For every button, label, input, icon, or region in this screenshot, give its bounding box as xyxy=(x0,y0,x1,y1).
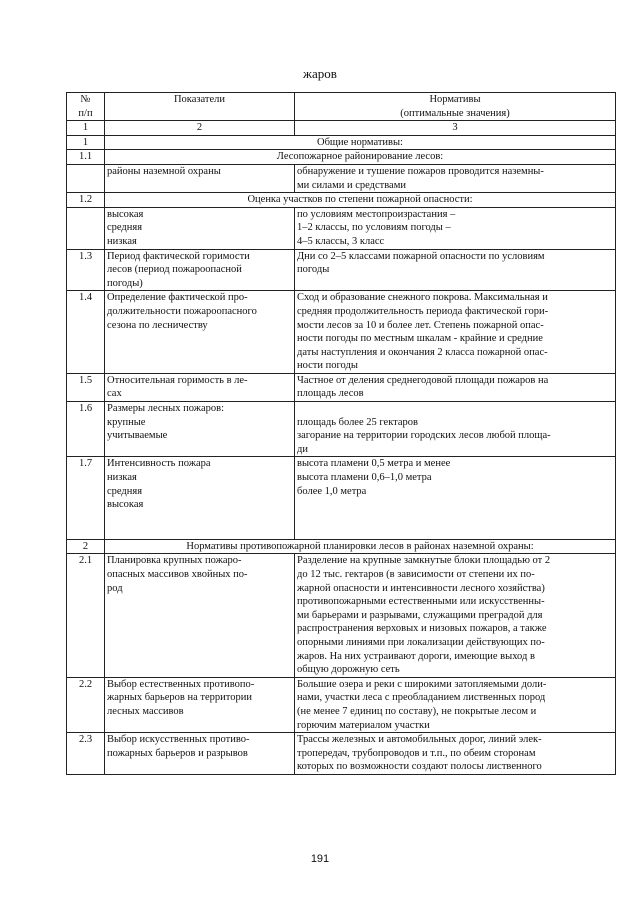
table-row xyxy=(67,291,616,374)
norm-line: ми барьерами и разрывами, служащими преградой для xyxy=(297,609,543,621)
column-number: 1 xyxy=(67,121,105,136)
indicator-line: низкая xyxy=(107,472,137,484)
indicator-line: средняя xyxy=(107,485,143,497)
norm-line: загорание на территории городских лесов любой площа- xyxy=(297,430,551,442)
row-number: 1.6 xyxy=(67,402,105,457)
indicator-line: районы наземной охраны xyxy=(107,165,221,177)
table-row xyxy=(67,164,616,192)
norm-line: Частное от деления среднегодовой площади пожаров на xyxy=(297,374,549,386)
norm-line: высота пламени 0,6–1,0 метра xyxy=(297,472,432,484)
row-number: 1.4 xyxy=(67,291,105,374)
indicator-line: высокая xyxy=(107,208,144,220)
norm-line: горючим материалом участки xyxy=(297,719,430,731)
indicator-line: пожарных барьеров и разрывов xyxy=(107,747,248,759)
norm-line: жарной опасности и интенсивности лесного хозяйства) xyxy=(297,582,545,594)
indicator-cell xyxy=(105,373,295,401)
spacer-cell xyxy=(67,512,105,540)
indicator-cell xyxy=(105,164,295,192)
indicator-cell xyxy=(105,207,295,249)
section-row xyxy=(67,193,616,208)
indicator-line: Период фактической горимости xyxy=(107,250,250,262)
header-num-line: п/п xyxy=(78,107,93,119)
norm-cell xyxy=(295,164,616,192)
indicator-cell xyxy=(105,554,295,677)
norm-line: даты наступления и окончания 2 класса пожарной опас- xyxy=(297,346,548,358)
indicator-line: лесных массивов xyxy=(107,705,184,717)
table-body xyxy=(67,135,616,774)
norm-line: мости лесов за 10 и более лет. Степень пожарной опас- xyxy=(297,319,544,331)
row-number: 1.7 xyxy=(67,457,105,512)
norm-line: погоды xyxy=(297,264,330,276)
table-header-row xyxy=(67,93,616,121)
indicator-line: учитываемые xyxy=(107,430,168,442)
indicator-cell xyxy=(105,402,295,457)
indicator-line: сах xyxy=(107,388,122,400)
page-title: жаров xyxy=(303,66,337,81)
norm-line: 1–2 классы, по условиям погоды – xyxy=(297,222,451,234)
norm-cell xyxy=(295,207,616,249)
indicator-cell xyxy=(105,249,295,291)
norm-line: (не менее 7 единиц по составу), не покрытые лесом и xyxy=(297,705,537,717)
page-number: 191 xyxy=(310,853,330,865)
indicator-line: Планировка крупных пожаро- xyxy=(107,555,242,567)
spacer-cell xyxy=(295,512,616,540)
indicator-cell xyxy=(105,291,295,374)
indicator-line: род xyxy=(107,582,123,594)
norm-line: Разделение на крупные замкнутые блоки площадью от 2 xyxy=(297,555,551,567)
column-number: 3 xyxy=(295,121,616,136)
header-norms-line: (оптимальные значения) xyxy=(400,107,510,119)
indicator-line: опасных массивов хвойных по- xyxy=(107,569,248,580)
section-row xyxy=(67,150,616,165)
norm-line: площадь более 25 гектаров xyxy=(297,416,419,428)
indicator-line: Размеры лесных пожаров: xyxy=(107,403,225,415)
indicator-line: низкая xyxy=(107,235,137,247)
norm-cell xyxy=(295,249,616,291)
norm-line: тропередач, трубопроводов и т.п., по обеим сторонам xyxy=(297,747,536,759)
norm-line: более 1,0 метра xyxy=(297,485,367,497)
norms-table xyxy=(66,92,616,775)
norm-line: ности погоды xyxy=(297,360,358,372)
norm-line: высота пламени 0,5 метра и менее xyxy=(297,458,451,470)
indicator-line: крупные xyxy=(107,416,146,428)
table-row xyxy=(67,373,616,401)
indicator-line: высокая xyxy=(107,499,144,511)
norm-line: средняя продолжительность периода фактической гори- xyxy=(297,305,549,317)
row-number: 2.3 xyxy=(67,733,105,775)
header-num xyxy=(67,93,105,121)
norm-line: жаров. На них устраивают дороги, имеющие выход в xyxy=(297,650,535,662)
indicator-line: средняя xyxy=(107,222,143,234)
header-norms xyxy=(295,93,616,121)
table-row xyxy=(67,402,616,457)
indicator-line: лесов (период пожароопасной xyxy=(107,264,242,276)
row-number: 1 xyxy=(67,135,105,150)
section-title: Общие нормативы: xyxy=(105,135,616,150)
spacer-cell xyxy=(105,512,295,540)
indicator-line: Выбор искусственных противо- xyxy=(107,734,250,746)
norm-line: 4–5 классы, 3 класс xyxy=(297,235,385,247)
norm-cell xyxy=(295,457,616,512)
row-number xyxy=(67,207,105,249)
spacer-row xyxy=(67,512,616,540)
norm-line xyxy=(297,402,613,416)
indicator-line: Интенсивность пожара xyxy=(107,458,211,470)
norm-cell xyxy=(295,291,616,374)
norm-cell xyxy=(295,677,616,732)
row-number: 1.3 xyxy=(67,249,105,291)
header-indicators: Показатели xyxy=(105,93,295,121)
norm-line: Большие озера и реки с широкими затопляемыми доли- xyxy=(297,678,547,690)
table-row xyxy=(67,249,616,291)
table-row xyxy=(67,207,616,249)
norm-line: Дни со 2–5 классами пожарной опасности по условиям xyxy=(297,250,545,262)
norm-line: по условиям местопроизрастания – xyxy=(297,208,456,220)
row-number: 2.1 xyxy=(67,554,105,677)
column-number: 2 xyxy=(105,121,295,136)
norm-line: Трассы железных и автомобильных дорог, линий элек- xyxy=(297,734,542,746)
indicator-line: жарных барьеров на территории xyxy=(107,692,252,704)
norm-line: распространения верховых и низовых пожаров, а также xyxy=(297,623,547,635)
norm-line: обнаружение и тушение пожаров проводится наземны- xyxy=(297,165,544,177)
norm-line: Сход и образование снежного покрова. Максимальная и xyxy=(297,292,548,304)
table-row xyxy=(67,457,616,512)
norm-line: ности погоды по местным шкалам - крайние и средние xyxy=(297,333,543,345)
section-title: Нормативы противопожарной планировки лесов в районах наземной охраны: xyxy=(105,539,616,554)
indicator-line: сезона по лесничеству xyxy=(107,319,208,331)
norm-line: опорными линиями при локализации действующих по- xyxy=(297,636,545,648)
table-row xyxy=(67,554,616,677)
indicator-cell xyxy=(105,733,295,775)
norm-line: которых по возможности создают полосы лиственного xyxy=(297,761,542,773)
norm-cell xyxy=(295,402,616,457)
section-title: Лесопожарное районирование лесов: xyxy=(105,150,616,165)
indicator-line: Относительная горимость в ле- xyxy=(107,374,248,386)
norm-cell xyxy=(295,733,616,775)
column-number-row xyxy=(67,121,616,136)
header-norms-line: Нормативы xyxy=(429,94,481,105)
indicator-line: должительности пожароопасного xyxy=(107,305,257,317)
row-number: 1.5 xyxy=(67,373,105,401)
indicator-line: Определение фактической про- xyxy=(107,292,248,304)
indicator-cell xyxy=(105,457,295,512)
indicator-line: Выбор естественных противопо- xyxy=(107,678,255,690)
row-number: 1.1 xyxy=(67,150,105,165)
table-row xyxy=(67,733,616,775)
header-num-line: № xyxy=(80,94,91,105)
section-row xyxy=(67,539,616,554)
norm-line: до 12 тыс. гектаров (в зависимости от степени их по- xyxy=(297,569,535,580)
norm-line: площадь лесов xyxy=(297,388,364,400)
norm-line: противопожарными естественными или искусственны- xyxy=(297,596,545,608)
indicator-cell xyxy=(105,677,295,732)
norm-cell xyxy=(295,554,616,677)
norm-cell xyxy=(295,373,616,401)
norm-line: ми силами и средствами xyxy=(297,179,406,191)
row-number xyxy=(67,164,105,192)
row-number: 2.2 xyxy=(67,677,105,732)
norm-line: нами, участки леса с преобладанием лиственных пород xyxy=(297,692,546,704)
table-row xyxy=(67,677,616,732)
section-title: Оценка участков по степени пожарной опасности: xyxy=(105,193,616,208)
norm-line: общую дорожную сеть xyxy=(297,664,400,676)
norm-line: ди xyxy=(297,443,308,455)
row-number: 1.2 xyxy=(67,193,105,208)
section-row xyxy=(67,135,616,150)
indicator-line: погоды) xyxy=(107,277,143,289)
row-number: 2 xyxy=(67,539,105,554)
